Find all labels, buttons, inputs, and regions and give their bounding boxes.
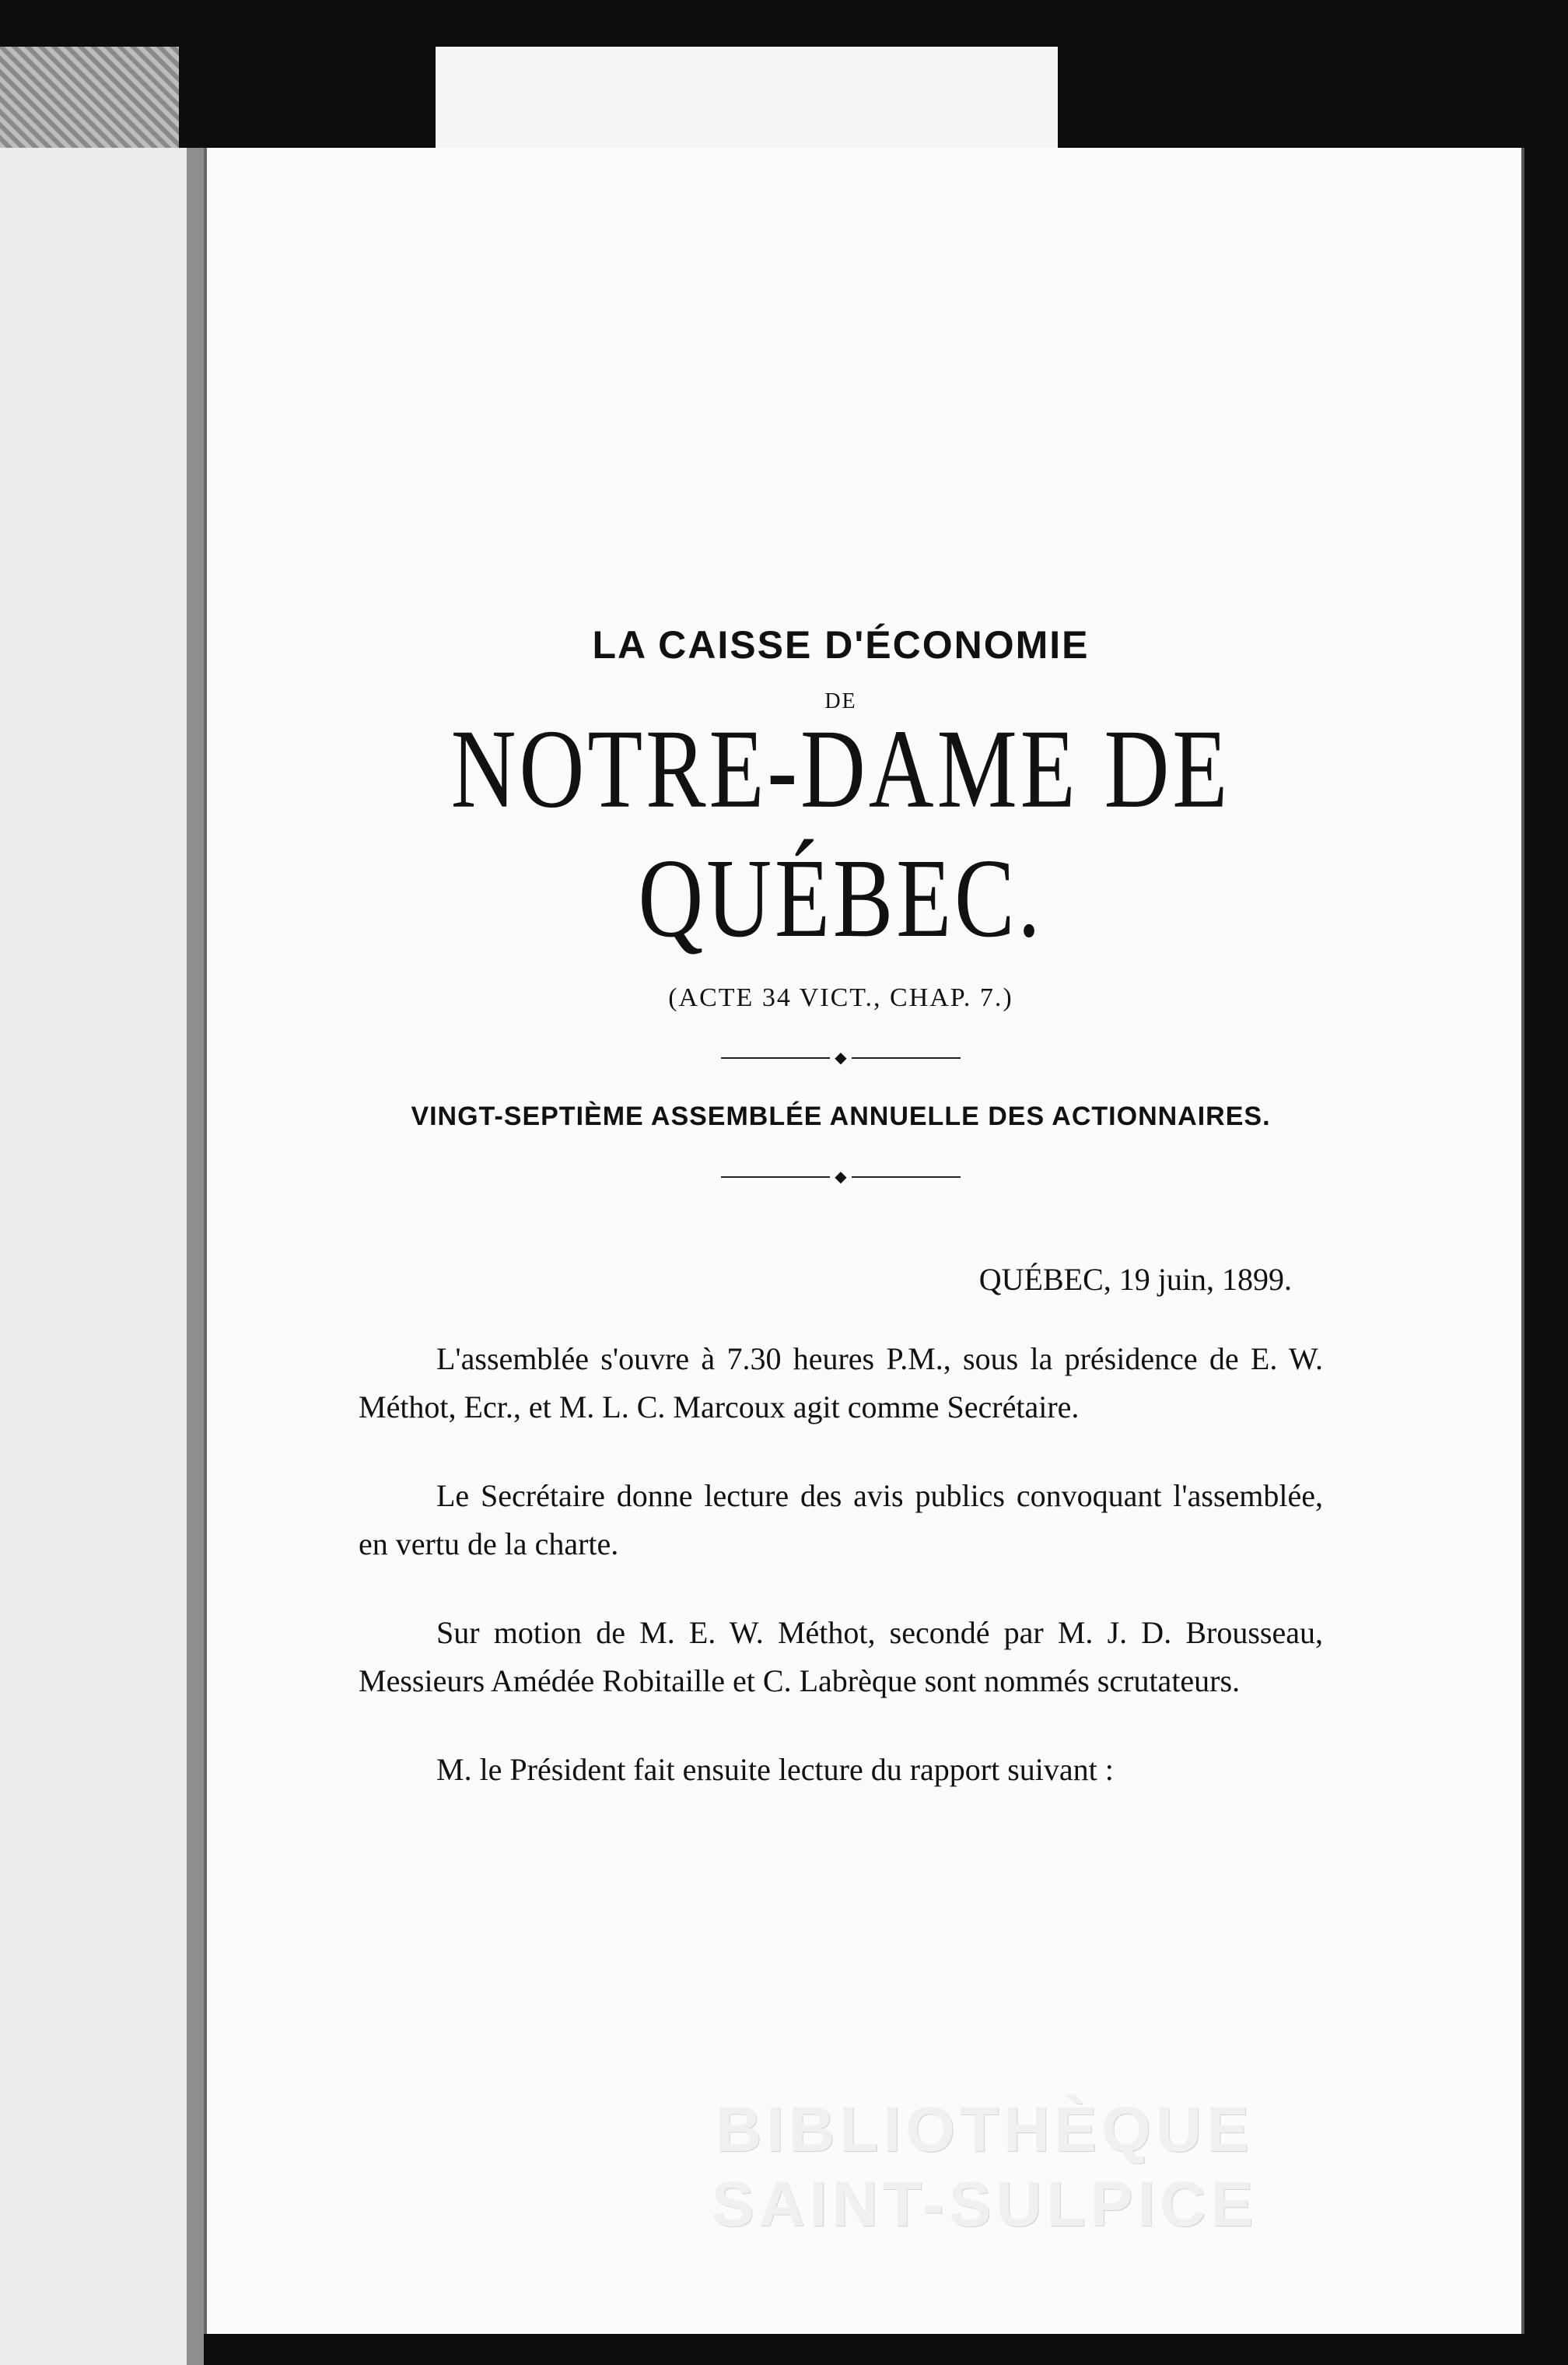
ornamental-rule-1 (359, 1050, 1323, 1066)
main-title: NOTRE-DAME DE QUÉBEC. (450, 707, 1231, 962)
paragraph-notice: Le Secrétaire donne lecture des avis publics convoquant l'assemblée, en vertu de la charte. (359, 1478, 1323, 1561)
paragraph-report: M. le Président fait ensuite lecture du rapport suivant : (436, 1752, 1114, 1787)
rule-line (721, 1057, 830, 1059)
place-date: QUÉBEC, 19 juin, 1899. (978, 1262, 1292, 1297)
ornamental-rule-2 (359, 1169, 1323, 1185)
facing-page (0, 148, 199, 2365)
assembly-heading: VINGT-SEPTIÈME ASSEMBLÉE ANNUELLE DES ACTIONNAIRES. (411, 1102, 1271, 1131)
book-spine (187, 148, 204, 2365)
page-content (359, 622, 1323, 1794)
society-name: LA CAISSE D'ÉCONOMIE (592, 623, 1090, 667)
binding-cloth (0, 47, 179, 148)
paragraph-motion: Sur motion de M. E. W. Méthot, secondé par M. J. D. Brousseau, Messieurs Amédée Robitaille et C. Labrèque sont nommés scrutateurs. (359, 1615, 1323, 1698)
stamp-line: SAINT-SULPICE (711, 2169, 1258, 2240)
stamp-line: BIBLIOTHÈQUE (716, 2094, 1254, 2165)
paper-tab (436, 47, 1058, 152)
diamond-ornament-icon: ◆ (835, 1168, 847, 1186)
paragraph-opening: L'assemblée s'ouvre à 7.30 heures P.M., sous la présidence de E. W. Méthot, Ecr., et M. L. C. Marcoux agit comme Secrétaire. (359, 1341, 1323, 1424)
diamond-ornament-icon: ◆ (835, 1049, 847, 1067)
rule-line (721, 1176, 830, 1178)
rule-line (852, 1057, 961, 1059)
library-emboss-stamp (705, 2093, 1265, 2242)
document-page (204, 148, 1524, 2334)
act-reference: (ACTE 34 VICT., CHAP. 7.) (668, 983, 1013, 1012)
title-connector: DE (824, 689, 857, 713)
rule-line (852, 1176, 961, 1178)
